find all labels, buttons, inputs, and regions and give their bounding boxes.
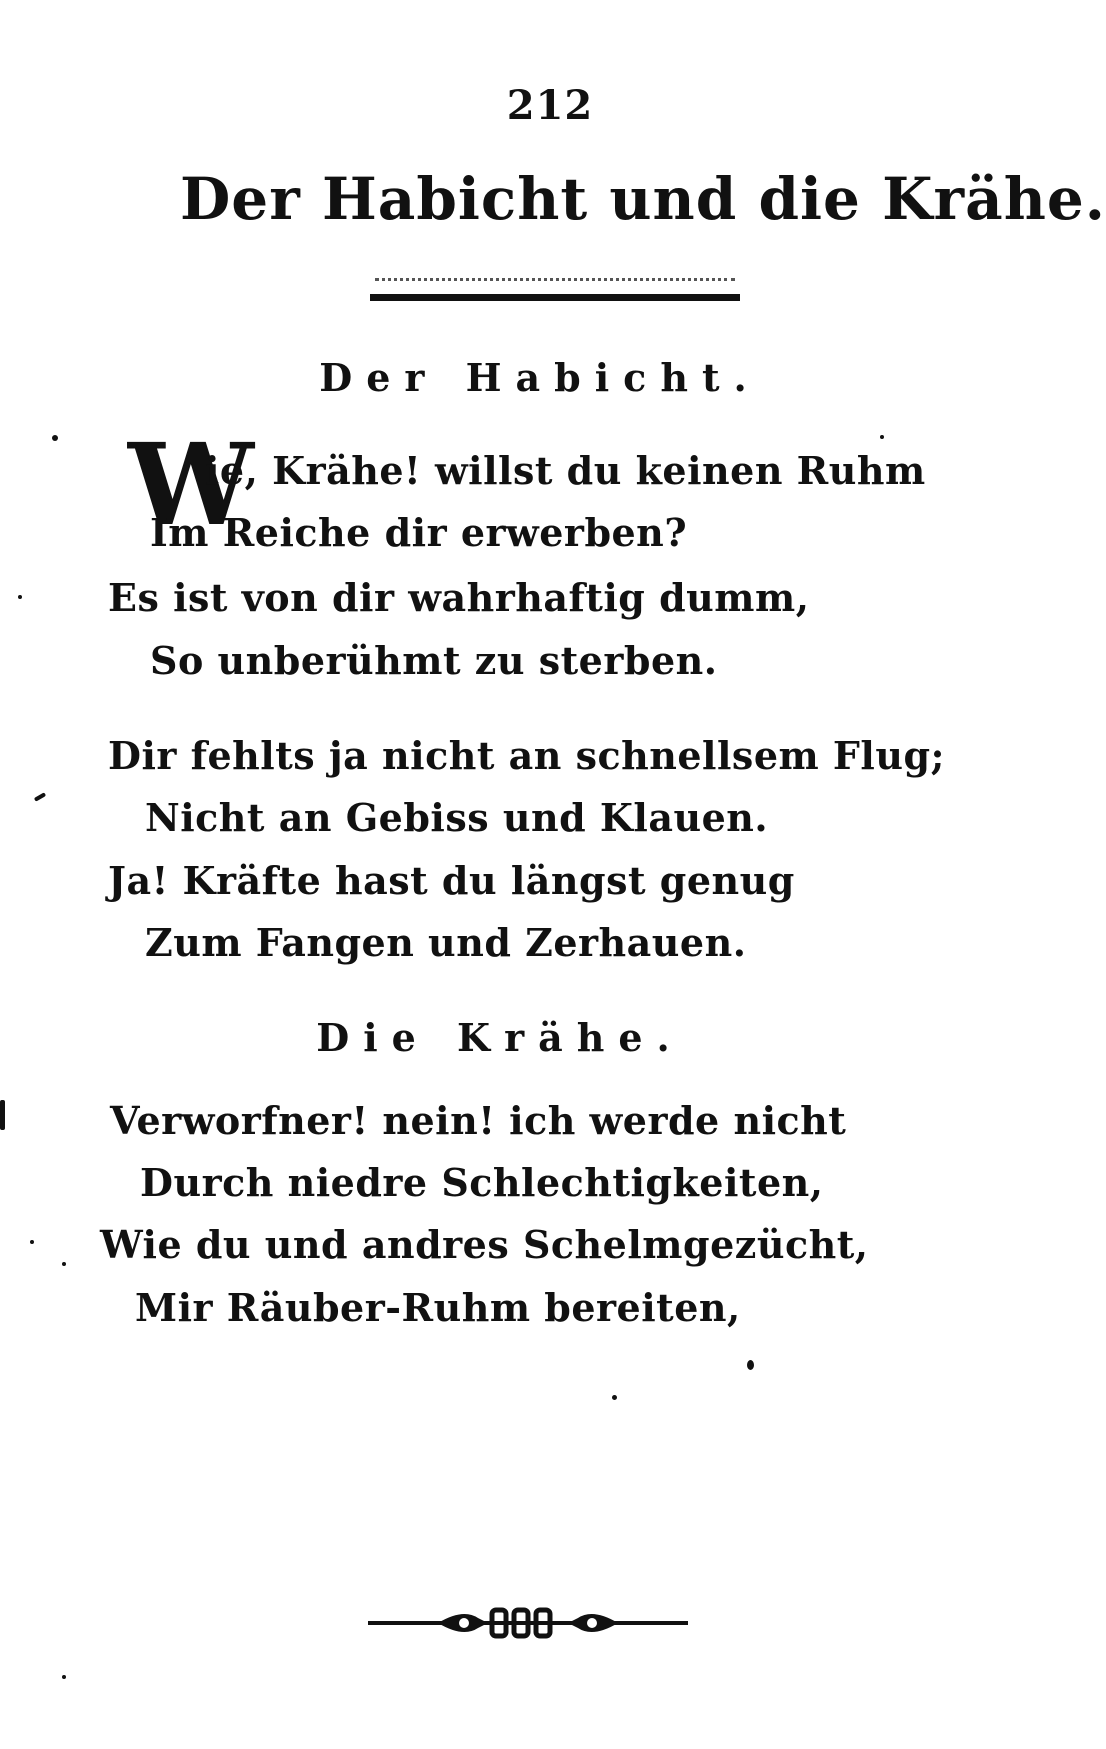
scan-speck xyxy=(34,792,46,801)
end-ornament-icon xyxy=(368,1598,688,1648)
verse-line: Durch niedre Schlechtigkeiten, xyxy=(140,1160,824,1205)
speaker-heading-kraehe: Die Krähe. xyxy=(316,1015,684,1060)
verse-line: Es ist von dir wahrhaftig dumm, xyxy=(108,575,810,620)
scan-speck xyxy=(30,1240,34,1244)
drop-cap: W xyxy=(128,420,254,551)
verse-line: Mir Räuber-Ruhm bereiten, xyxy=(135,1285,741,1330)
scan-speck xyxy=(62,1675,66,1679)
page-number: 212 xyxy=(506,82,594,129)
verse-line: Zum Fangen und Zerhauen. xyxy=(145,920,747,965)
verse-line: Wie du und andres Schelmgezücht, xyxy=(100,1222,869,1267)
scan-speck xyxy=(52,435,58,441)
verse-line: Dir fehlts ja nicht an schnellsem Flug; xyxy=(108,733,946,778)
scan-speck xyxy=(747,1360,754,1370)
speaker-heading-habicht: Der Habicht. xyxy=(319,355,761,400)
verse-line: Ja! Kräfte hast du längst genug xyxy=(108,858,795,903)
scan-speck xyxy=(880,435,884,439)
verse-line: So unberühmt zu sterben. xyxy=(150,638,718,683)
scan-speck xyxy=(18,595,22,599)
verse-line: ie, Krähe! willst du keinen Ruhm xyxy=(205,448,926,493)
scan-speck xyxy=(612,1395,617,1400)
title-dotted-line xyxy=(375,278,735,285)
verse-line: Nicht an Gebiss und Klauen. xyxy=(145,795,769,840)
poem-title: Der Habicht und die Krähe. xyxy=(180,165,1106,233)
scan-speck xyxy=(0,1100,5,1130)
verse-line: Verworfner! nein! ich werde nicht xyxy=(110,1098,847,1143)
title-rule xyxy=(370,294,740,301)
verse-line: Im Reiche dir erwerben? xyxy=(150,510,688,555)
scan-speck xyxy=(62,1262,66,1266)
